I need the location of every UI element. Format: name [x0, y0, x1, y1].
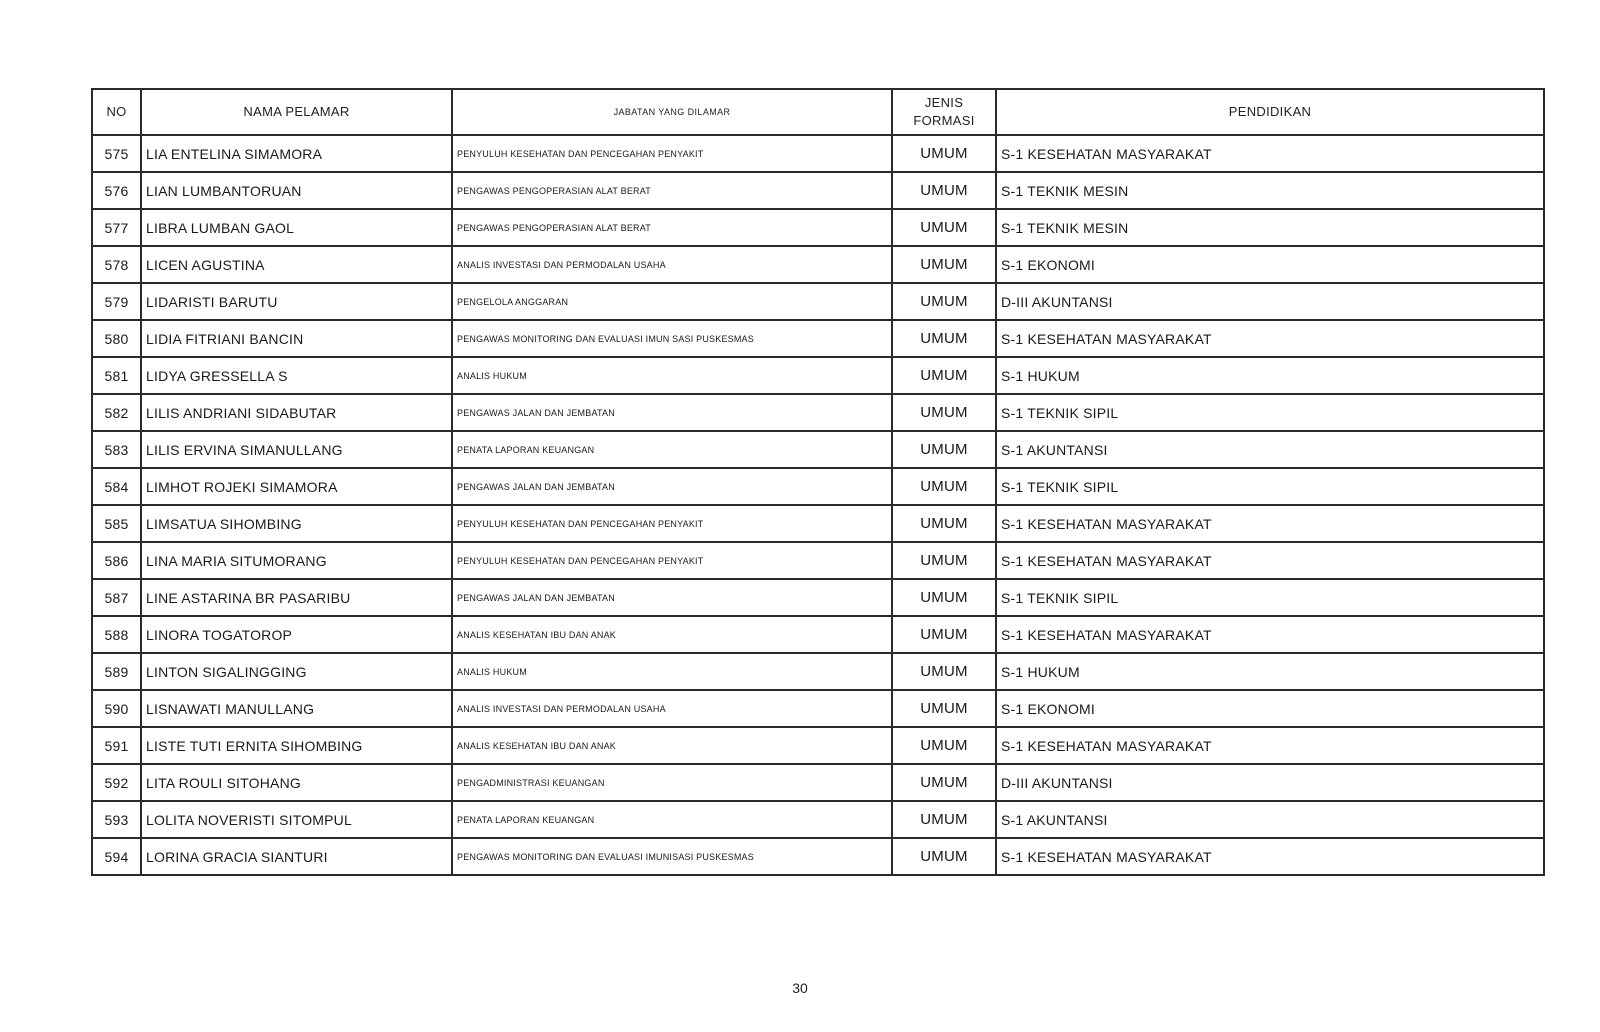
- cell-jenis-formasi: UMUM: [892, 579, 996, 616]
- cell-pendidikan: S-1 TEKNIK SIPIL: [996, 468, 1544, 505]
- cell-nama-pelamar: LINTON SIGALINGGING: [141, 653, 452, 690]
- table-row: [92, 431, 1544, 468]
- cell-no: 580: [92, 320, 141, 357]
- cell-jenis-formasi: UMUM: [892, 690, 996, 727]
- table-row: [92, 357, 1544, 394]
- cell-jabatan: PENYULUH KESEHATAN DAN PENCEGAHAN PENYAKIT: [452, 135, 892, 172]
- cell-jenis-formasi: UMUM: [892, 616, 996, 653]
- table-row: [92, 764, 1544, 801]
- header-jabatan: JABATAN YANG DILAMAR: [452, 89, 892, 135]
- cell-nama-pelamar: LIAN LUMBANTORUAN: [141, 172, 452, 209]
- cell-nama-pelamar: LINE ASTARINA BR PASARIBU: [141, 579, 452, 616]
- table-row: [92, 135, 1544, 172]
- cell-pendidikan: S-1 EKONOMI: [996, 690, 1544, 727]
- cell-nama-pelamar: LIBRA LUMBAN GAOL: [141, 209, 452, 246]
- cell-jenis-formasi: UMUM: [892, 727, 996, 764]
- table-row: [92, 172, 1544, 209]
- cell-nama-pelamar: LILIS ANDRIANI SIDABUTAR: [141, 394, 452, 431]
- cell-jabatan: ANALIS INVESTASI DAN PERMODALAN USAHA: [452, 246, 892, 283]
- table-row: [92, 505, 1544, 542]
- cell-jenis-formasi: UMUM: [892, 320, 996, 357]
- cell-nama-pelamar: LOLITA NOVERISTI SITOMPUL: [141, 801, 452, 838]
- header-no: NO: [92, 89, 141, 135]
- cell-no: 591: [92, 727, 141, 764]
- cell-no: 576: [92, 172, 141, 209]
- cell-nama-pelamar: LISTE TUTI ERNITA SIHOMBING: [141, 727, 452, 764]
- cell-pendidikan: D-III AKUNTANSI: [996, 283, 1544, 320]
- cell-pendidikan: S-1 HUKUM: [996, 653, 1544, 690]
- cell-pendidikan: S-1 KESEHATAN MASYARAKAT: [996, 135, 1544, 172]
- table-body: [92, 135, 1544, 875]
- cell-no: 575: [92, 135, 141, 172]
- table-row: [92, 616, 1544, 653]
- cell-no: 583: [92, 431, 141, 468]
- table-row: [92, 801, 1544, 838]
- cell-no: 589: [92, 653, 141, 690]
- cell-nama-pelamar: LINA MARIA SITUMORANG: [141, 542, 452, 579]
- cell-jabatan: ANALIS KESEHATAN IBU DAN ANAK: [452, 616, 892, 653]
- cell-jabatan: PENATA LAPORAN KEUANGAN: [452, 431, 892, 468]
- cell-nama-pelamar: LINORA TOGATOROP: [141, 616, 452, 653]
- table-header: [92, 89, 1544, 135]
- table-row: [92, 542, 1544, 579]
- cell-pendidikan: S-1 AKUNTANSI: [996, 801, 1544, 838]
- cell-nama-pelamar: LICEN AGUSTINA: [141, 246, 452, 283]
- header-nama-pelamar: NAMA PELAMAR: [141, 89, 452, 135]
- cell-jenis-formasi: UMUM: [892, 542, 996, 579]
- applicant-table: [91, 88, 1545, 876]
- cell-pendidikan: S-1 TEKNIK SIPIL: [996, 579, 1544, 616]
- cell-nama-pelamar: LIDARISTI BARUTU: [141, 283, 452, 320]
- cell-jenis-formasi: UMUM: [892, 838, 996, 875]
- cell-nama-pelamar: LIA ENTELINA SIMAMORA: [141, 135, 452, 172]
- cell-no: 582: [92, 394, 141, 431]
- cell-pendidikan: S-1 HUKUM: [996, 357, 1544, 394]
- cell-jenis-formasi: UMUM: [892, 394, 996, 431]
- header-row: [92, 89, 1544, 135]
- cell-jenis-formasi: UMUM: [892, 653, 996, 690]
- page-number: 30: [792, 980, 808, 996]
- cell-jabatan: PENYULUH KESEHATAN DAN PENCEGAHAN PENYAKIT: [452, 505, 892, 542]
- cell-pendidikan: S-1 KESEHATAN MASYARAKAT: [996, 838, 1544, 875]
- cell-jabatan: ANALIS KESEHATAN IBU DAN ANAK: [452, 727, 892, 764]
- table-row: [92, 246, 1544, 283]
- cell-no: 593: [92, 801, 141, 838]
- cell-nama-pelamar: LIMSATUA SIHOMBING: [141, 505, 452, 542]
- header-jenis-formasi: [892, 89, 996, 135]
- cell-jabatan: PENGAWAS JALAN DAN JEMBATAN: [452, 579, 892, 616]
- cell-no: 585: [92, 505, 141, 542]
- cell-pendidikan: S-1 TEKNIK SIPIL: [996, 394, 1544, 431]
- cell-no: 588: [92, 616, 141, 653]
- cell-nama-pelamar: LILIS ERVINA SIMANULLANG: [141, 431, 452, 468]
- cell-no: 587: [92, 579, 141, 616]
- table-row: [92, 320, 1544, 357]
- table-row: [92, 283, 1544, 320]
- cell-jenis-formasi: UMUM: [892, 209, 996, 246]
- cell-nama-pelamar: LIDYA GRESSELLA S: [141, 357, 452, 394]
- cell-nama-pelamar: LISNAWATI MANULLANG: [141, 690, 452, 727]
- cell-jabatan: PENGELOLA ANGGARAN: [452, 283, 892, 320]
- cell-jabatan: PENATA LAPORAN KEUANGAN: [452, 801, 892, 838]
- cell-jabatan: PENGAWAS PENGOPERASIAN ALAT BERAT: [452, 209, 892, 246]
- cell-pendidikan: S-1 EKONOMI: [996, 246, 1544, 283]
- cell-pendidikan: S-1 TEKNIK MESIN: [996, 172, 1544, 209]
- cell-no: 579: [92, 283, 141, 320]
- cell-nama-pelamar: LORINA GRACIA SIANTURI: [141, 838, 452, 875]
- cell-jabatan: PENGAWAS PENGOPERASIAN ALAT BERAT: [452, 172, 892, 209]
- table-row: [92, 727, 1544, 764]
- table-row: [92, 653, 1544, 690]
- cell-no: 590: [92, 690, 141, 727]
- cell-jenis-formasi: UMUM: [892, 357, 996, 394]
- table-row: [92, 209, 1544, 246]
- cell-pendidikan: S-1 KESEHATAN MASYARAKAT: [996, 616, 1544, 653]
- cell-jenis-formasi: UMUM: [892, 246, 996, 283]
- cell-jabatan: PENGAWAS MONITORING DAN EVALUASI IMUNISASI PUSKESMAS: [452, 838, 892, 875]
- table-row: [92, 579, 1544, 616]
- cell-jabatan: ANALIS HUKUM: [452, 653, 892, 690]
- cell-no: 592: [92, 764, 141, 801]
- cell-no: 578: [92, 246, 141, 283]
- cell-pendidikan: S-1 KESEHATAN MASYARAKAT: [996, 320, 1544, 357]
- cell-no: 581: [92, 357, 141, 394]
- cell-jabatan: ANALIS HUKUM: [452, 357, 892, 394]
- cell-jabatan: PENGAWAS JALAN DAN JEMBATAN: [452, 468, 892, 505]
- cell-pendidikan: S-1 AKUNTANSI: [996, 431, 1544, 468]
- cell-jenis-formasi: UMUM: [892, 505, 996, 542]
- table-row: [92, 838, 1544, 875]
- cell-jenis-formasi: UMUM: [892, 764, 996, 801]
- cell-nama-pelamar: LITA ROULI SITOHANG: [141, 764, 452, 801]
- header-pendidikan: PENDIDIKAN: [996, 89, 1544, 135]
- cell-jenis-formasi: UMUM: [892, 283, 996, 320]
- cell-jabatan: PENGAWAS MONITORING DAN EVALUASI IMUN SASI PUSKESMAS: [452, 320, 892, 357]
- cell-pendidikan: S-1 KESEHATAN MASYARAKAT: [996, 505, 1544, 542]
- table-row: [92, 690, 1544, 727]
- cell-jabatan: ANALIS INVESTASI DAN PERMODALAN USAHA: [452, 690, 892, 727]
- cell-jabatan: PENYULUH KESEHATAN DAN PENCEGAHAN PENYAKIT: [452, 542, 892, 579]
- cell-jenis-formasi: UMUM: [892, 468, 996, 505]
- cell-no: 577: [92, 209, 141, 246]
- cell-no: 584: [92, 468, 141, 505]
- cell-jenis-formasi: UMUM: [892, 135, 996, 172]
- cell-jenis-formasi: UMUM: [892, 172, 996, 209]
- table-row: [92, 394, 1544, 431]
- cell-no: 594: [92, 838, 141, 875]
- cell-no: 586: [92, 542, 141, 579]
- header-jenis-formasi-line: JENIS: [924, 95, 964, 111]
- header-jenis-formasi-line: FORMASI: [913, 113, 975, 128]
- table-row: [92, 468, 1544, 505]
- cell-pendidikan: S-1 KESEHATAN MASYARAKAT: [996, 542, 1544, 579]
- cell-pendidikan: S-1 KESEHATAN MASYARAKAT: [996, 727, 1544, 764]
- cell-nama-pelamar: LIMHOT ROJEKI SIMAMORA: [141, 468, 452, 505]
- cell-pendidikan: S-1 TEKNIK MESIN: [996, 209, 1544, 246]
- cell-nama-pelamar: LIDIA FITRIANI BANCIN: [141, 320, 452, 357]
- cell-jenis-formasi: UMUM: [892, 801, 996, 838]
- cell-jabatan: PENGADMINISTRASI KEUANGAN: [452, 764, 892, 801]
- cell-jabatan: PENGAWAS JALAN DAN JEMBATAN: [452, 394, 892, 431]
- cell-jenis-formasi: UMUM: [892, 431, 996, 468]
- cell-pendidikan: D-III AKUNTANSI: [996, 764, 1544, 801]
